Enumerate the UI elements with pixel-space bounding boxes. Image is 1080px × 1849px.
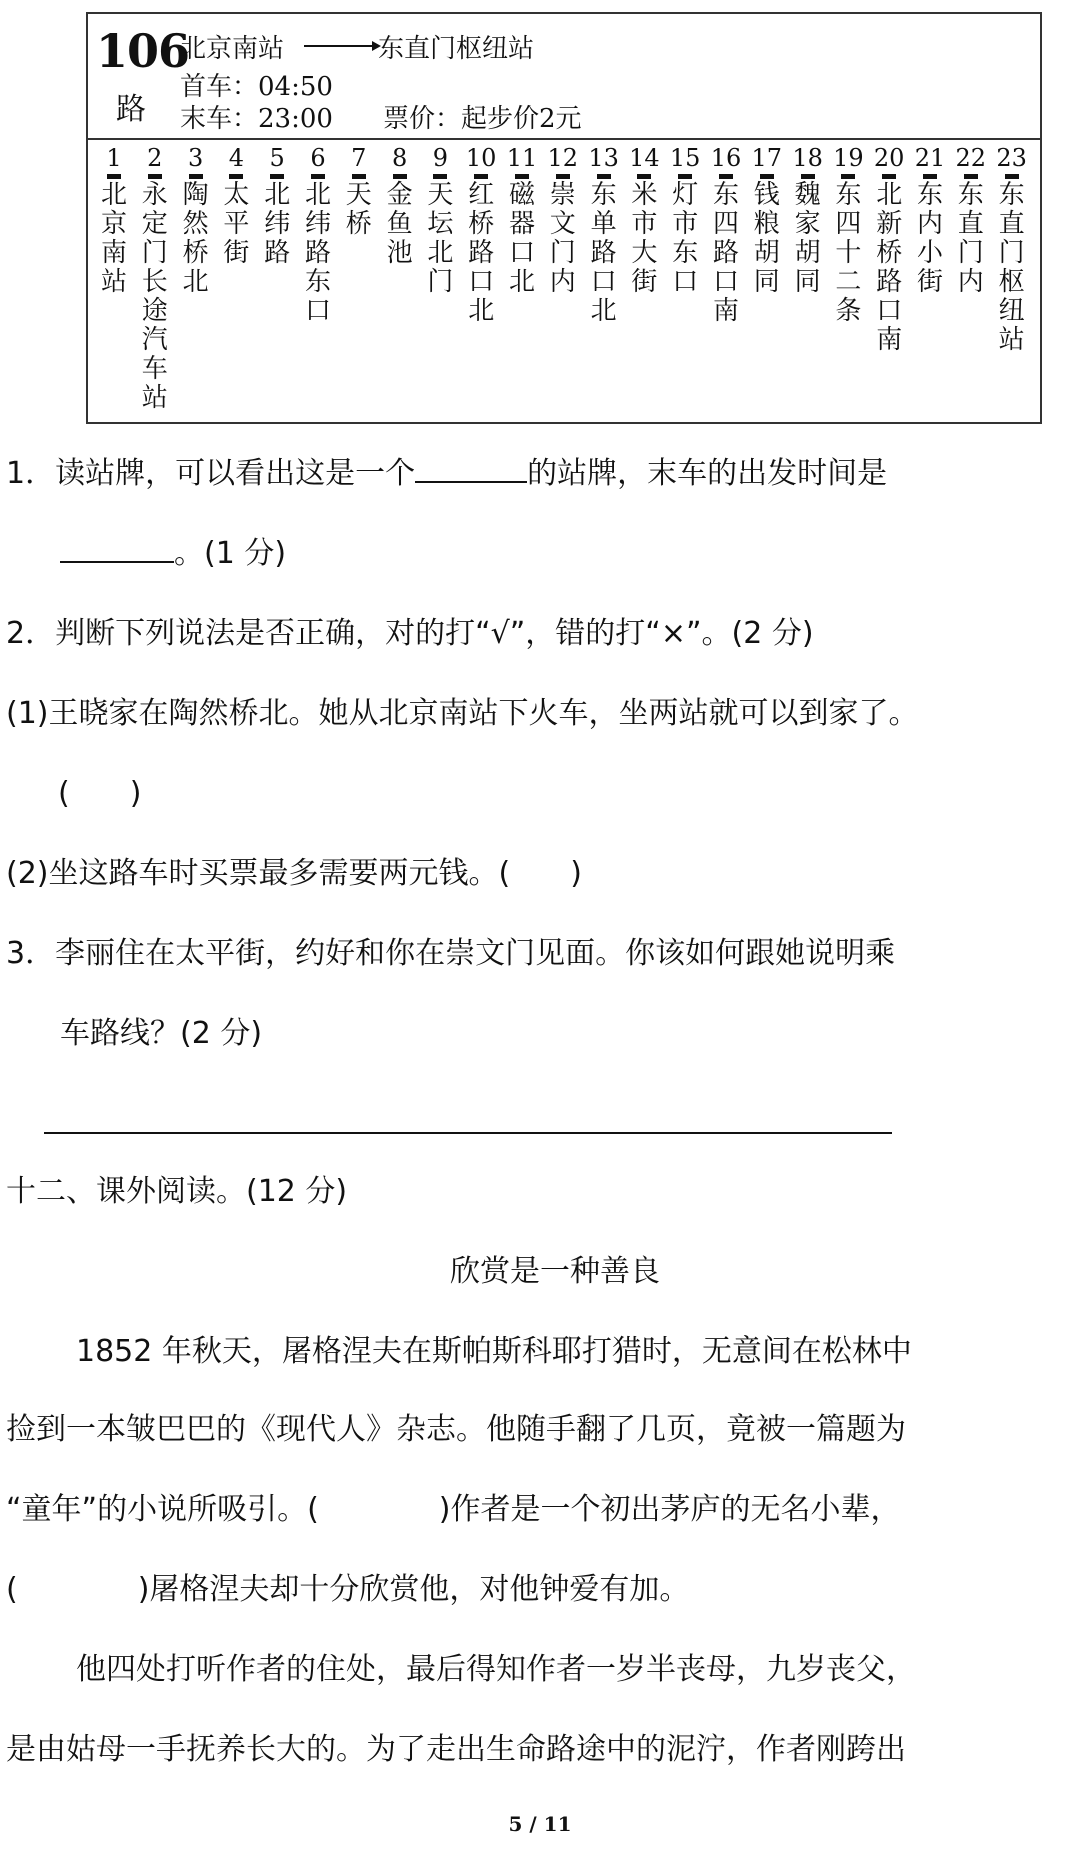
answer-blank[interactable]	[415, 455, 527, 483]
station-item	[870, 138, 908, 355]
route-origin: 北京南站	[180, 34, 285, 64]
station-item	[381, 138, 419, 268]
question-1-text-c: 。(1 分)	[174, 536, 287, 571]
station-name: 东直门内	[957, 180, 984, 297]
station-name: 陶然桥北	[182, 180, 209, 297]
page-number: 5 / 11	[508, 1812, 572, 1836]
station-number: 10	[465, 144, 497, 172]
station-marker-icon	[474, 174, 488, 179]
station-item	[952, 138, 990, 297]
station-number: 22	[955, 144, 987, 172]
station-item	[993, 138, 1031, 355]
station-item	[217, 138, 255, 268]
station-marker-icon	[393, 174, 407, 179]
station-marker-icon	[515, 174, 529, 179]
question-2: 2．判断下列说法是否正确，对的打“√”，错的打“×”。(2 分)	[6, 616, 814, 651]
station-name: 东四十二条	[835, 180, 862, 326]
station-item	[911, 138, 949, 297]
station-number: 5	[269, 144, 285, 172]
station-item	[462, 138, 500, 326]
last-bus-time: 末车：23:00	[180, 104, 333, 134]
station-name: 灯市东口	[672, 180, 699, 297]
station-name: 天桥	[345, 180, 372, 239]
station-item	[585, 138, 623, 326]
answer-parenthesis[interactable]: ( )	[58, 776, 142, 811]
passage-line: 他四处打听作者的住处，最后得知作者一岁半丧母，九岁丧父，	[76, 1652, 916, 1687]
answer-line[interactable]	[44, 1132, 892, 1134]
station-marker-icon	[841, 174, 855, 179]
route-destination: 东直门枢纽站	[378, 34, 535, 64]
station-item	[544, 138, 582, 297]
station-name: 钱粮胡同	[753, 180, 780, 297]
station-number: 6	[310, 144, 326, 172]
station-name: 北纬路	[264, 180, 291, 268]
question-3-continued: 车路线？(2 分)	[60, 1016, 263, 1051]
station-marker-icon	[760, 174, 774, 179]
question-2-item-2: (2)坐这路车时买票最多需要两元钱。( )	[6, 856, 582, 891]
station-marker-icon	[433, 174, 447, 179]
station-number: 20	[873, 144, 905, 172]
station-item	[421, 138, 459, 297]
station-item	[258, 138, 296, 268]
station-marker-icon	[189, 174, 203, 179]
answer-blank[interactable]	[60, 535, 174, 563]
station-name: 东四路口南	[713, 180, 740, 326]
station-number: 11	[506, 144, 538, 172]
station-number: 8	[391, 144, 408, 172]
station-name: 北新桥路口南	[876, 180, 903, 355]
station-number: 21	[914, 144, 946, 172]
station-number: 9	[432, 144, 449, 172]
station-name: 太平街	[223, 180, 250, 268]
sign-header	[88, 14, 1040, 140]
station-marker-icon	[801, 174, 815, 179]
station-name: 东内小街	[917, 180, 944, 297]
station-list	[88, 138, 1040, 424]
passage-line: ( )屠格涅夫却十分欣赏他，对他钟爱有加。	[6, 1572, 690, 1607]
station-name: 魏家胡同	[794, 180, 821, 297]
station-item	[340, 138, 378, 239]
station-item	[177, 138, 215, 297]
route-arrow-icon	[302, 38, 382, 54]
passage-line: 捡到一本皱巴巴的《现代人》杂志。他随手翻了几页，竟被一篇题为	[6, 1412, 906, 1447]
question-2-item-1: (1)王晓家在陶然桥北。她从北京南站下火车，坐两站就可以到家了。	[6, 696, 919, 731]
question-1-continued	[60, 534, 286, 574]
station-item	[707, 138, 745, 326]
station-item	[299, 138, 337, 326]
station-name: 永定门长途汽车站	[141, 180, 168, 413]
passage-line: 1852 年秋天，屠格涅夫在斯帕斯科耶打猎时，无意间在松林中	[76, 1334, 912, 1369]
station-marker-icon	[107, 174, 121, 179]
question-3: 3．李丽住在太平街，约好和你在崇文门见面。你该如何跟她说明乘	[6, 936, 896, 971]
station-number: 12	[547, 144, 579, 172]
station-name: 东直门枢纽站	[998, 180, 1025, 355]
station-item	[789, 138, 827, 297]
passage-title: 欣赏是一种善良	[450, 1254, 660, 1289]
station-number: 18	[792, 144, 823, 172]
passage-line: “童年”的小说所吸引。( )作者是一个初出茅庐的无名小辈，	[6, 1492, 901, 1527]
station-item	[666, 138, 704, 297]
station-number: 4	[228, 144, 245, 172]
question-1	[6, 454, 887, 494]
route-suffix: 路	[116, 92, 146, 127]
station-marker-icon	[882, 174, 896, 179]
station-number: 13	[588, 144, 619, 172]
station-marker-icon	[229, 174, 243, 179]
first-bus-time: 首车：04:50	[180, 72, 333, 102]
passage-line: 是由姑母一手抚养长大的。为了走出生命路途中的泥泞，作者刚跨出	[6, 1732, 906, 1767]
station-name: 崇文门内	[549, 180, 576, 297]
question-1-text-a: 1．读站牌，可以看出这是一个	[6, 456, 416, 491]
station-marker-icon	[352, 174, 366, 179]
station-number: 14	[629, 144, 660, 172]
station-item	[829, 138, 867, 326]
station-marker-icon	[270, 174, 284, 179]
station-marker-icon	[556, 174, 570, 179]
station-marker-icon	[148, 174, 162, 179]
station-name: 金鱼池	[386, 180, 413, 268]
station-item	[625, 138, 663, 297]
station-item	[136, 138, 174, 413]
station-name: 磁器口北	[509, 180, 536, 297]
station-marker-icon	[1005, 174, 1019, 179]
station-marker-icon	[637, 174, 651, 179]
station-item	[95, 138, 133, 297]
bus-stop-sign	[86, 12, 1042, 424]
station-name: 东单路口北	[590, 180, 617, 326]
station-number: 16	[710, 144, 742, 172]
station-number: 1	[106, 144, 122, 172]
fare-info: 票价：起步价2元	[383, 104, 582, 134]
route-number: 106	[96, 24, 190, 78]
station-number: 15	[669, 144, 701, 172]
station-name: 红桥路口北	[468, 180, 495, 326]
station-name: 天坛北门	[427, 180, 454, 297]
station-number: 7	[351, 144, 367, 172]
section-heading: 十二、课外阅读。(12 分)	[6, 1174, 348, 1209]
station-name: 北京南站	[101, 180, 128, 297]
station-number: 17	[751, 144, 783, 172]
station-marker-icon	[678, 174, 692, 179]
station-marker-icon	[719, 174, 733, 179]
station-marker-icon	[964, 174, 978, 179]
station-number: 19	[833, 144, 864, 172]
station-item	[748, 138, 786, 297]
question-1-text-b: 的站牌，末车的出发时间是	[527, 456, 888, 491]
station-marker-icon	[923, 174, 937, 179]
station-number: 2	[147, 144, 163, 172]
station-marker-icon	[597, 174, 611, 179]
station-name: 北纬路东口	[305, 180, 332, 326]
station-name: 米市大街	[631, 180, 658, 297]
station-item	[503, 138, 541, 297]
station-marker-icon	[311, 174, 325, 179]
station-number: 23	[996, 144, 1027, 172]
station-number: 3	[187, 144, 204, 172]
